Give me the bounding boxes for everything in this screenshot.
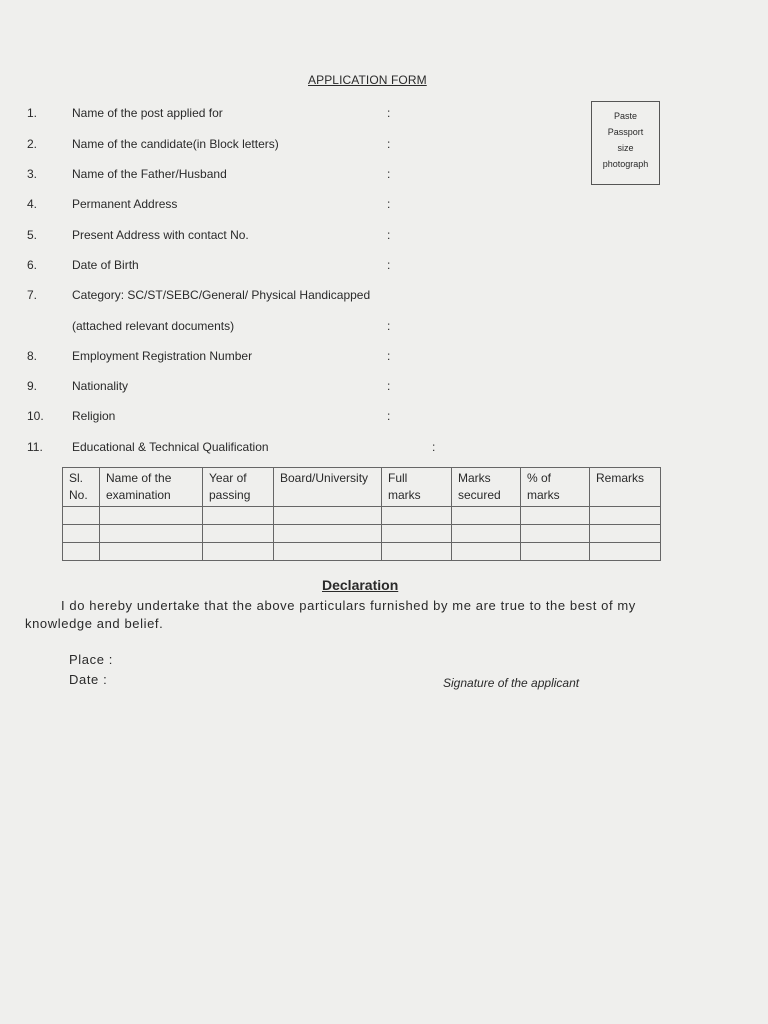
field-label: Permanent Address <box>72 197 178 211</box>
qualification-table <box>62 467 661 561</box>
field-label: Category: SC/ST/SEBC/General/ Physical Handicapped <box>72 288 371 302</box>
field-label: Name of the post applied for <box>72 106 223 120</box>
field-label: Present Address with contact No. <box>72 228 249 242</box>
col-header-percent: % of marks <box>521 468 590 507</box>
place-label: Place : <box>69 652 113 667</box>
field-number: 10. <box>27 409 44 423</box>
field-label: Employment Registration Number <box>72 349 253 363</box>
col-header-board: Board/University <box>274 468 382 507</box>
field-colon: : <box>387 319 391 333</box>
col-header-exam-name: Name of the examination <box>100 468 203 507</box>
field-colon: : <box>387 106 391 120</box>
table-row <box>63 543 661 561</box>
field-number: 4. <box>27 197 38 211</box>
field-number: 5. <box>27 228 38 242</box>
photo-box-text: photograph <box>602 159 649 169</box>
field-label: Nationality <box>72 379 129 393</box>
field-number: 6. <box>27 258 38 272</box>
field-colon: : <box>387 197 391 211</box>
col-header-marks-secured: Marks secured <box>452 468 521 507</box>
signature-label: Signature of the applicant <box>443 676 580 690</box>
field-colon: : <box>387 409 391 423</box>
field-number: 11. <box>27 440 43 454</box>
field-number: 7. <box>27 288 38 302</box>
photo-box-text: Passport <box>607 127 644 137</box>
form-title: APPLICATION FORM <box>308 73 427 87</box>
field-label: Name of the candidate(in Block letters) <box>72 137 279 151</box>
field-colon: : <box>432 440 436 454</box>
field-label: Date of Birth <box>72 258 139 272</box>
field-number: 8. <box>27 349 38 363</box>
date-label: Date : <box>69 672 108 687</box>
field-colon: : <box>387 137 391 151</box>
photo-box-text: size <box>617 143 634 153</box>
field-label: Name of the Father/Husband <box>72 167 227 181</box>
declaration-text: I do hereby undertake that the above particulars furnished by me are true to the best of my knowledge and belief. <box>25 598 636 631</box>
table-header-row <box>63 468 661 507</box>
col-header-sl-no: Sl. No. <box>63 468 100 507</box>
table-row <box>63 507 661 525</box>
col-header-year: Year of passing <box>203 468 274 507</box>
declaration-title: Declaration <box>322 577 399 593</box>
field-number: 1. <box>27 106 38 120</box>
field-colon: : <box>387 349 391 363</box>
field-colon: : <box>387 258 391 272</box>
field-number: 2. <box>27 137 38 151</box>
field-label: (attached relevant documents) <box>72 319 235 333</box>
field-label: Religion <box>72 409 116 423</box>
field-label: Educational & Technical Qualification <box>72 440 269 454</box>
photo-box-text: Paste <box>613 111 637 121</box>
col-header-full-marks: Full marks <box>382 468 452 507</box>
col-header-remarks: Remarks <box>590 468 661 507</box>
field-colon: : <box>387 228 391 242</box>
field-colon: : <box>387 167 391 181</box>
passport-photo-box <box>591 101 660 185</box>
field-colon: : <box>387 379 391 393</box>
field-number: 9. <box>27 379 38 393</box>
table-row <box>63 525 661 543</box>
field-number: 3. <box>27 167 38 181</box>
